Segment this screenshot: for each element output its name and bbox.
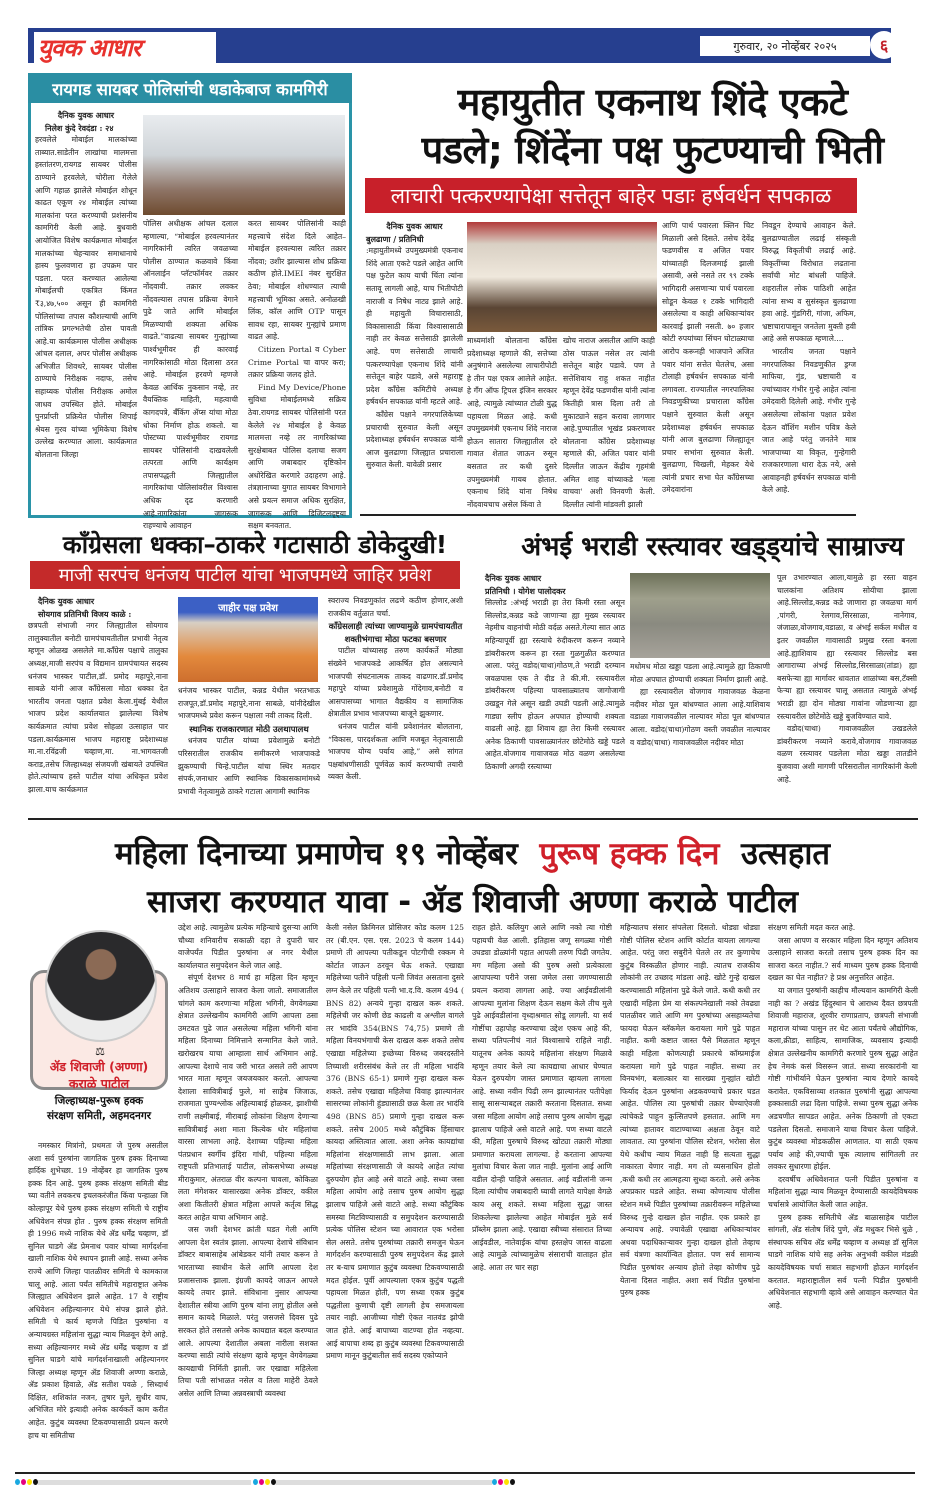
congress-col-1 bbox=[28, 595, 168, 815]
raigad-text-3: करत सायबर पोलिसांनी काही महत्त्वाचे संदेश दिले आहेत– मोबाईल हरवल्यास त्वरित तक्रार नोंदवा; उशीर झाल्यास शोध प्रक्रिया कठीण होते.IMEI नंबर सुरक्षित ठेवा; मोबाईल शोधण्यात त्याची महत्त्वाची भूमिका असते. अनोळखी लिंक, कॉल आणि OTP पासून सावध रहा, सायबर गुन्ह्यांचे प्रमाण वाढत आहे. bbox=[248, 219, 346, 342]
raigad-source: दैनिक युवक आधार bbox=[57, 110, 115, 120]
mens-day-text-2c: जस जशी देशभर क्रांती घडत गेली आणि आपला देश स्वतंत्र झाला. आपल्या देशाचे संविधान डॉक्टर बाबासाहेब आंबेडकर यांनी तयार करून ते भारताच्या स्वाधीन केले आणि आपला देश प्रजासत्ताक झाला. इंग्रजी कायदे जाऊन आपले कायदे तयार झाले. संविधाना नुसार आपल्या देशातील स्त्रीया आणि पुरुष यांना लागु होतील असे समान कायदे मिळाले. परंतु जसजसे दिवस पुढे सरकत होते तसतसे अनेक कायद्यात बदल करण्यात आले. आपल्या देशातील अबला नारीला सशक्त करण्या साठी त्यांचे संरक्षण व्हावे म्हणून वेगवेगळ्या कायद्याची निर्मिती झाली. जर एखाद्या महिलेला तिचा पती सांभाळत नसेल व तिला माहेरी ठेवले असेल आणि तिच्या अन्नवस्त्राची व्यवस्था bbox=[178, 1225, 318, 1398]
shinde-text-4: आणि पार्थ पवारला क्लिन चिट मिळाली असे दिसते. तसेच देवेंद्र फडणवीस व अजित पवार यांच्यातही दिलजमाई झाली असावी, असे नसते तर ९९ टक्के भागिदारी असणाऱ्या पार्थ पवारला सोडून केवळ १ टक्के भागिदारी असलेल्या व काही अधिकाऱ्यांवर कारवाई झाली नसती. ७० हजार कोटी रुपयांच्या सिंचन घोटाळ्याचा आरोप करूनही भाजपाने अजित पवार यांना सत्तेत घेतलेच, असा टोलाही हर्षवर्धन सपकाळ यांनी लगावला. राज्यातील नगरपालिका निवडणुकीच्या प्रचाराला काँग्रेस पक्षाने सुरुवात केली असून प्रदेशाध्यक्ष हर्षवर्धन सपकाळ यांनी आज बुलढाणा जिल्ह्यातून प्रचार सभांना सुरुवात केली. बुलढाणा, चिखली, मेहकर येथे त्यांनी प्रचार सभा घेत काँग्रेसच्या उमेदवारांना bbox=[662, 221, 754, 495]
congress-subhead-2: काँग्रेसलाही त्यांच्या जाण्यामुळे ग्रामपंचायतीत शक्तीभंगाचा मोठा फटका बसणार bbox=[328, 621, 463, 644]
mens-day-text-2: उद्देश आहे. त्यामुळेच प्रत्येक महिन्याचे दुसऱ्या आणि चौथ्या शनिवारीच सकाळी दहा ते दुपारी चार वाजेपर्यंत पिडीत पुरुषांना अ नगर येथील कार्यालयात समुपदेशन केले जात आहे. bbox=[178, 923, 318, 970]
raigad-text-3b: Citizen Portal व Cyber Crime Portal चा वापर करा; तक्रार प्रक्रिया जलद होते. bbox=[248, 344, 346, 380]
shinde-text-1: :महायुतीमध्ये उपमुख्यमंत्री एकनाथ शिंदे आता एकटे पडले आहेत आणि पक्ष फुटेल काय याची चिंता त्यांना सतावू लागली आहे, याच भितीपोटी नाराजी व निषेध नाट्य झाले आहे. ही महायुती विचारासाठी, विकासासाठी किंवा विश्वासासाठी नाही तर केवळ सत्तेसाठी झालेली आहे. पण सत्तेसाठी लाचारी पत्करण्यापेक्षा एकनाथ शिंदे यांनी सत्तेतून बाहेर पडावे, असे महाराष्ट्र प्रदेश काँग्रेस कमिटीचे अध्यक्ष हर्षवर्धन सपकाळ यांनी म्हटले आहे. bbox=[366, 246, 463, 407]
shinde-source: दैनिक युवक आधार bbox=[386, 221, 443, 231]
road-source: दैनिक युवक आधार bbox=[485, 573, 542, 583]
congress-col-3 bbox=[328, 595, 463, 815]
road-text-3: पूल उभारण्यात आला,यामुळे हा रस्ता वाहन चालकांना अतिशय सोयीचा झाला आहे.सिल्लोड,कन्नड कडे जाणारा हा जवळचा मार्ग ,पांगरी, रेलगाव,सिरसाळा, नानेगाव, जंजाळा,वोजगाव,वडाळा, व अंभई सर्कल मधील व इतर जवळील गावासाठी प्रमुख रस्ता बनला आहे.ह्याशिवाय ह्या रस्त्यावर सिल्लोड बस आगाराच्या अंभई सिल्लोड,सिरसाळा(तांडा) ह्या बसफेऱ्या ह्या मार्गावर धावतात शाळांच्या बस,टॅक्सी फेऱ्या ह्या रस्त्यावर चालू असतात त्यामुळे अंभई भराडी ह्या दोन मोठ्या गावांना जोडणाऱ्या ह्या रस्त्यावरील छोटेमोठे खड्डे बुजविण्यात यावे. bbox=[777, 573, 917, 721]
raigad-col-1 bbox=[35, 109, 137, 509]
congress-byline: सोयगाव प्रतिनिधी विजय काळे : bbox=[38, 608, 132, 619]
raigad-col-2 bbox=[143, 218, 238, 531]
road-headline: अंभई भराडी रस्त्यावर खड्ड्यांचे साम्राज्य bbox=[521, 532, 904, 562]
shinde-headline-line-2: पडले; शिंदेंना पक्ष फुटण्याची भिती bbox=[421, 128, 884, 172]
mens-day-col-3 bbox=[326, 922, 464, 1470]
mens-day-text-6b: जसा आपण व सरकार महिला दिन म्हणून अतिशय उत्साहाने साजरा करतो तसाच पुरुष हक्क दिन का साजरा करत नाहीत.? सर्व माध्यम पुरुष हक्क दिनाची दखल का घेत नाहीत? हे प्रश्न अनुत्तरित आहेत. bbox=[768, 935, 918, 983]
road-text-1: सिल्लोड :अंभई भराडी हा तेरा किमी रस्ता असून सिल्लोड,कन्नड कडे जाणाऱ्या ह्या मुख्य रस्त्यावर नेहमीच वाहनांची मोठी वर्दळ असते.गेल्या सात आठ महिन्यापूर्वी ह्या रस्त्याचे रुंदीकरण करून नव्याने डांबरीकरण करून हा रस्ता गुळगुळीत करण्यात आला. परंतु वडोद(चाथा)गोठण,ते भराडी दरम्यान जवळपास एक ते दीड ते की.मी. रस्त्यावरील डांबरीकरण पहिल्या पावसाळ्यातच जागोजागी उखडून गेले असून खडी उघडी पडली आहे.त्यामुळे गाड्या स्लीप होऊन अपघात होण्याची शक्यता वाढली आहे. ह्या शिवाय ह्या तेरा किमी रस्त्यावर अनेक ठिकाणी पावसाळ्यानंतर छोटेमोठे खड्डे पडले आहेत.वोजगाव गावाजवळ मोठ वळण असलेल्या ठिकाणी अगदी रस्त्याच्या bbox=[485, 598, 625, 771]
mens-day-col-1 bbox=[28, 1140, 168, 1470]
registration-marks-right bbox=[492, 1479, 516, 1485]
congress-joining-photo bbox=[178, 597, 318, 682]
shinde-col-2 bbox=[467, 335, 557, 512]
mens-day-col-4 bbox=[472, 922, 612, 1470]
road-text-3b: वडोद(चाथा) गावाजवळील उखडलेले डांबरीकरण नव्याने करावे,वोजगाव गावाजवळ वळण रस्त्यावर पडलेला मोठा खड्डा तातडीने बुजवावा अशी मागणी परिसरातील नागरिकांनी केली आहे. bbox=[777, 724, 917, 784]
mens-day-headline-line-1 bbox=[0, 830, 945, 878]
shinde-subheadline: लाचारी पत्करण्यापेक्षा सत्तेतून बाहेर पडाः हर्षवर्धन सपकाळ bbox=[365, 178, 857, 213]
mens-day-col-6 bbox=[768, 922, 918, 1470]
shinde-text-1b: काँग्रेस पक्षाने नगरपालिकेच्या प्रचाराची सुरुवात केली असून प्रदेशाध्यक्ष हर्षवर्धन सपकाळ यांनी आज बुलढाणा जिल्ह्यात प्रचाराला सुरुवात केली. यावेळी प्रसार bbox=[366, 409, 463, 470]
congress-headline: काँग्रेसला धक्का–ठाकरे गटासाठी डोकेदुखी! bbox=[62, 530, 448, 559]
shinde-text-5: निवडून देण्याचे आवाहन केले. बुलढाण्यातील लढाई संस्कृती विरुद्ध विकृतीची लढाई आहे. विकृतींच्या विरोधात लढताना सर्वांची मोट बांधली पाहिजे. शहरातील लोक पाठिशी आहेत त्यांना सभ्य व सुसंस्कृत बुलढाणा हवा आहे. गुंडगिरी, गांजा, अफिम, भ्रष्टाचारापासून जनतेला मुक्ती हवी आहे असे सपकाळ म्हणाले.... bbox=[762, 221, 856, 344]
road-byline: प्रतिनिधी । योगेश पालोदकर bbox=[485, 585, 566, 596]
gavel-icon: ⚖ bbox=[95, 1044, 105, 1058]
congress-subhead-1: स्थानिक राजकारणात मोठी उलथापालथ bbox=[189, 723, 309, 734]
road-col-1 bbox=[485, 572, 625, 815]
print-bar-left bbox=[38, 1480, 251, 1485]
footer-rule bbox=[15, 1472, 915, 1474]
mens-day-headline-line-2: साजरा करण्यात यावा - ॲड शिवाजी अण्णा कराळे पाटील bbox=[147, 884, 798, 920]
mens-day-text-4: राहत होते. कलियुग आले आणि नको त्या गोष्टी पहायची वेळ आली. इतिहास जणू सगळ्या गोष्टी उघड्या डोळ्यांनी पहात आपली तरुण पिढी जगतेय. मग महिला असो की पुरुष असो प्रत्येकाला आपापल्या परीने जसा जमेल तसा जगण्यासाठी प्रयत्न करावा लागला आहे. ज्या आईवडीलांनी आपल्या मुलांना शिक्षण देऊन सक्षम केले तीच मुले पुढे आईवडीलांना वृध्दाश्रमात सोडू लागली. या सर्व गोष्टींचा उहापोह करण्याचा उद्देश एकच आहे की, सध्या पतिपत्नीचं नातं विश्वासाचे राहिले नाही. यातूनच अनेक कायदे महिलांना संरक्षण मिळावे म्हणून तयार केले त्या कायद्याचा आधार घेण्यात येऊन दुरुपयोग जास्त प्रमाणात व्हायला लागला आहे. सध्या नवीन पिढी लग्न झाल्यानंतर पतीपेक्षा सासू सासऱ्याबद्दल तक्रारी करताना दिसतात. सध्या जसा महिला आयोग आहे तसाच पुरुष आयोग सुद्धा झालाच पाहिजे असे वाटले आहे. पण सध्या वाटले की, महिला पुरुषाचे विरुध्द खोट्या तक्रारी मोठ्या प्रमाणात करायला लागल्या. हे करताना आपल्या मुलांचा विचार केला जात नाही. मुलांना आई आणि वडील दोन्ही पाहिजे असतात. आई वडीलांनी जन्म दिला त्यांचीच जबाबदारी घ्यावी लागते यापेक्षा वेगळे काय असू शकते. सध्या महिला सुद्धा जास्त शिकलेल्या झालेल्या आहेत मोबाईल मुळे सर्व प्रॉब्लेम झाला आहे. एखाद्या स्त्रीच्या संसारात तिच्या आईवडील, नातेवाईक यांचा हस्तक्षेप जास्त वाढला आहे त्यामुळे त्यांच्यामुळेच संसाराची वाताहत होत आहे. आता तर चार सहा bbox=[472, 923, 612, 1273]
mens-day-text-6e: पुरुष हक्क समितीचे ॲड बाळासाहेब पाटील सांगली, ॲड संतोष शिंदे पुणे, ॲड मधुकर भिसे धुळे , संस्थापक सचिव ॲड धर्मेंद्र चव्हाण व अध्यक्ष डॉ सुनिल घाडगे नाशिक यांचे सह अनेक अनुभवी वकील मंडळी कायदेविषयक चर्चा सत्रात सहभागी होऊन मार्गदर्शन करतात. महाराष्ट्रातील सर्व पत्नी पिडीत पुरुषांनी अधिवेशनात सहभागी व्हावे असे आवाहन करण्यात येत आहे. bbox=[768, 1212, 918, 1310]
shinde-col-1 bbox=[366, 220, 463, 512]
section-divider-2 bbox=[28, 818, 918, 820]
headline-part-2: उत्सहात bbox=[741, 836, 831, 872]
road-text-2b: ह्या रस्त्यावरील वोजगाव गावाजवळ केळना नदीवर मोठा पूल बांधण्यात आला आहे.याशिवाय वडाळा गावाजवळील नाल्यावर मोठा पूल बांधण्यात आला. वडोद(चाथा)गोठण वस्ती जवळील नाल्यावर व वडोद(चाथा) गावाजवळील नदीवर मोठा bbox=[630, 687, 770, 747]
author-role-line-1: जिल्हाध्यक्ष-पुरूष हक्क bbox=[54, 1095, 144, 1107]
shinde-text-2: माध्यमांशी बोलताना काँग्रेस प्रदेशाध्यक्ष म्हणाले की, सत्तेच्या अनुषंगाने असलेल्या लाचारीपोटी हे तीन पक्ष एकत्र आलेले आहेत. हे गँग ऑफ ट्रिपल इंजिन सरकार आहे, त्यामुळे त्यांच्यात टोळी युद्ध पहायला मिळत आहे. कधी उपमुख्यमंत्री एकनाथ शिंदे नाराज होऊन सातारा जिल्ह्यातील दरे गावात शेतात जाऊन रुसून बसतात तर कधी दुसरे उपमुख्यमंत्री गायब होतात. एकनाथ शिंदे यांना निषेध नोंदवायचाच असेल किंवा ते bbox=[467, 336, 557, 509]
road-col-3 bbox=[777, 572, 917, 815]
shinde-rally-photo bbox=[467, 222, 657, 332]
author-role-line-2: संरक्षण समिती, अहमदनगर bbox=[46, 1110, 152, 1122]
shinde-col-4 bbox=[662, 220, 754, 512]
photo-banner-text: जाहीर पक्ष प्रवेश bbox=[218, 603, 278, 614]
shinde-byline: बुलढाणा / प्रतिनिधी bbox=[366, 233, 424, 244]
congress-text-1: छत्रपती संभाजी नगर जिल्ह्यातील सोयगाव तालुक्यातील बनोटी ग्रामपंचायतीतील प्रभावी नेतृत्व म्हणून ओळख असलेले मा.काँग्रेस पक्षाचे तालुका अध्यक्ष,माजी सरपंच व विद्यमान ग्रामपंचायत सदस्य धनंजय भास्कर पाटील,डॉ. प्रमोद महापुरे,नाना साबळे यांनी आज काँग्रेसला मोठा धक्का देत भारतीय जनता पक्षात प्रवेश केला.मुंबई येथील भाजप प्रदेश कार्यालयात झालेल्या विशेष कार्यक्रमात त्यांचा प्रवेश सोहळा उत्साहात पार पडला.कार्यक्रमास भाजप महाराष्ट्र प्रदेशाध्यक्ष मा.ना.रविंद्रजी चव्हाण,मा. ना.भागवतजी कराड,तसेच जिल्हाध्यक्ष संजयजी खंबायते उपस्थित होते.त्यांच्याच हस्ते पाटील यांचा अधिकृत प्रवेश झाला.याच कार्यक्रमात bbox=[28, 621, 168, 794]
author-role bbox=[30, 1094, 168, 1124]
mens-day-text-6: संरक्षण समिती मदत करत आहे. bbox=[768, 923, 856, 932]
shinde-text-3: खोच नाराज असतील आणि काही ठोस पाऊल नसेल तर त्यांनी सत्तेतून बाहेर पडावे. पण ते सत्तेशिवाय राहू शकत नाहीत म्हणून देवेंद्र फडणवीस यांनी त्यांना कितीही त्रास दिला तरी तो मुकाट्याने सहन करावा लागणार आहे.पुण्यातील भूखंड प्रकरणावर बोलताना काँग्रेस प्रदेशाध्यक्ष म्हणाले की, अजित पवार यांनी दिल्लीत जाऊन केंद्रीय गृहमंत्री अमित शाह यांच्याकडे 'मला वाचवा' अशी विनवणी केली. दिल्लीत त्यांनी मांडवली झाली bbox=[563, 336, 656, 509]
author-name-line-2: कराळे पाटील bbox=[68, 1076, 130, 1091]
shinde-col-3 bbox=[563, 335, 655, 512]
print-bar-right bbox=[276, 1480, 492, 1485]
raigad-headline: रायगड सायबर पोलिसांची धडाकेबाज कामगिरी bbox=[28, 73, 352, 103]
mens-day-headline bbox=[0, 830, 945, 926]
congress-source: दैनिक युवक आधार bbox=[38, 596, 95, 606]
author-name-line-1: ॲड शिवाजी (अण्णा) bbox=[49, 1059, 149, 1074]
congress-subheadline: माजी सरपंच धनंजय पाटील यांचा भाजपमध्ये जाहिर प्रवेश bbox=[30, 561, 460, 589]
shinde-headline bbox=[360, 78, 945, 174]
congress-text-2: धनंजय भास्कर पाटील, कन्नड येथील भरतभाऊ राजपूत,डॉ.प्रमोद महापुरे,नाना साबळे, यांनीदेखील भाजपमध्ये प्रवेश करून पक्षाला नवी ताकद दिली. bbox=[178, 686, 320, 721]
road-col-2 bbox=[630, 661, 770, 815]
section-divider bbox=[360, 514, 856, 516]
congress-text-3b: पाटील यांच्यासह तरुण कार्यकर्ते मोठ्या संख्येने भाजपकडे आकर्षित होत असल्याने भाजपची संघटनात्मक ताकद वाढणार.डॉ.प्रमोद महापुरे यांच्या प्रवेशामुळे गोंदेगाव,बनोटी व आसपासच्या भागात वैद्यकीय व सामाजिक क्षेत्रातील प्रभाव भाजपच्या बाजूने झुकणार. bbox=[328, 646, 463, 719]
raigad-byline: निलेश कुंदे रेवदंडा : २४ bbox=[45, 122, 114, 133]
issue-date: गुरुवार, २० नोव्हेंबर २०२५ bbox=[700, 36, 870, 56]
headline-highlight: पुरूष हक्क दिन bbox=[539, 836, 720, 872]
raigad-police-group-photo bbox=[143, 115, 345, 215]
logo-text: युवक आधार bbox=[38, 34, 141, 62]
congress-text-3: स्वराज्य निवडणुकांत लढणे कठीण होणार,अशी राजकीय वर्तुळात चर्चा. bbox=[328, 596, 463, 618]
mens-day-text-2b: संपूर्ण देशभर 8 मार्च हा महिला दिन म्हणून अतिशय उत्साहाने साजरा केला जातो. समाजातील चांगले काम करणाऱ्या महिला भगिनी, वेगवेगळ्या क्षेत्रात उल्लेखनीय कामगिरी आणि आपला ठसा उमटवत पुढे जात असलेल्या महिला भगिनी यांना महिला दिनाच्या निमित्ताने सन्मानित केले जाते. खरोखरच याचा आम्हाला सार्थ अभिमान आहे. आपल्या देशाचे नाव जरी भारत असले तरी आपण भारत माता म्हणून जयजयकार करतो. आपल्या देशाला सावित्रीबाई फुले, मां साहेब जिजाऊ, राजमाता पुण्यश्लोक अहिल्याबाई होळकर, झाशीची राणी लक्ष्मीबाई, मीराबाई लोकांना शिक्षण देणाऱ्या सावित्रीबाई अशा माता कित्येक थोर महिलांचा वारसा लाभला आहे. देशाच्या पहिल्या महिला पंतप्रधान स्वर्गीय इंदिरा गांधी, पहिल्या महिला राष्ट्रपती प्रतिभाताई पाटील, लोकसभेच्या अध्यक्ष मीराकुमार, अंतराळ वीर कल्पना चावला, कोकिळा लता मंगेशकर यासारख्या अनेक डॉक्टर, वकील अशा कितीतरी क्षेत्रात महिला आपले कर्तृत्व सिद्ध करत आहेत याचा अभिमान आहे. bbox=[178, 973, 318, 1222]
author-name bbox=[30, 1058, 168, 1092]
mens-day-text-3: केली नसेल क्रिमिनल प्रोसिजर कोड कलम 125 तर (बी.एन. एस. एस. 2023 चे कलम 144) प्रमाणे ती आपल्या पतीकडून पोटगीची रक्कम मे कोर्टात जाऊन ठरवून घेऊ शकते. एखाद्या महिलेच्या पतीने पहिली पत्नी जिवंत असताना दुसरे लग्न केले तर पहिली पत्नी भा.द.वि. कलम 494 ( BNS 82) अन्वये गुन्हा दाखल करू शकते. महिलेची जर कोणी छेड काढली व अश्लील वागले तर भादंवि 354(BNS 74,75) प्रमाणे ती महिला विनयभंगाची केस दाखल करू शकते तसेच एखाद्या महिलेच्या इच्छेच्या विरुध्द जबरदस्तीने तिच्याशी शरीरसंबंध केले तर ती महिला भादंवि 376 (BNS 65-1) प्रमाणे गुन्हा दाखल करू शकते. तसेच एखाद्या महिलेचा विवाह झाल्यानंतर सासरच्या लोकांनी हुंड्यासाठी छळ केला तर भादंवि 498 (BNS 85) प्रमाणे गुन्हा दाखल करू शकते. तसेच 2005 मध्ये कौटुंबिक हिंसाचार कायदा अस्तित्वात आला. अशा अनेक कायद्यांचा महिलांना संरक्षणासाठी लाभ झाला. आता महिलांच्या संरक्षणासाठी जे कायदे आहेत त्यांचा दुरुपयोग होत आहे असे वाटते आहे. सध्या जसा महिला आयोग आहे तसाच पुरुष आयोग सुद्धा झालाच पाहिजे असे वाटते आहे. सध्या कौटुंबिक समस्या मिटविण्यासाठी व समुपदेशन करण्यासाठी प्रत्येक पोलिस स्टेशन च्या आवारात एक भरोसा सेल असते. तसेच पुरुषांच्या तक्रारी समजुन घेऊन मार्गदर्शन करण्यासाठी पुरुष समुपदेशन केंद्र झाले तर ब-याच प्रमाणात कुटुंब व्यवस्था टिकवण्यासाठी मदत होईल. पूर्वी आपल्याला एकत्र कुटुंब पद्धती पहायला मिळत होती, पण सध्या एकत्र कुटुंब पद्धतीला कुणाची दृष्टी लागली हेच समजायला तयार नाही. आजीच्या गोष्टी ऐकत नातवंड झोपी जात होते. आई बापाच्या वाटण्या होत नव्हत्या. आई बापाचा शब्द हा कुटुंब व्यवस्था टिकवण्यासाठी प्रमाण मानून कुटुंबातील सर्व सदस्य एकोप्याने bbox=[326, 923, 464, 1361]
shinde-col-5 bbox=[762, 220, 856, 512]
shinde-text-5b: भारतीय जनता पक्षाने नगरपालिका निवडणुकीत ड्रग्ज माफिया, गुंड, भ्रष्टाचारी व ज्यांच्यावर गंभीर गुन्हे आहेत त्यांना उमेदवारी दिलेली आहे. गंभीर गुन्हे असलेल्या लोकांना पक्षात प्रवेश देऊन वॉशिंग मशीन पवित्र केले जात आहे परंतु जनतेने मात्र भाजपाच्या या विकृत, गुन्हेगारी राजकारणाला थारा देऊ नये, असे आवाहनही हर्षवर्धन सपकाळ यांनी केले आहे. bbox=[762, 346, 856, 495]
author-avatar bbox=[45, 930, 157, 1042]
registration-marks-left bbox=[15, 1479, 39, 1485]
mens-day-col-5 bbox=[620, 922, 760, 1470]
shinde-headline-line-1: महायुतीत एकनाथ शिंदे एकटे bbox=[457, 80, 848, 124]
road-text-2: मधोमध मोठा खड्डा पडला आहे.त्यामुळे ह्या ठिकाणी मोठा अपघात होण्याची शक्यता निर्माण झाली आहे. bbox=[630, 662, 770, 684]
headline-part-1: महिला दिनाच्या प्रमाणेच १९ नोव्हेंबर bbox=[114, 836, 518, 872]
registration-marks-center bbox=[253, 1479, 277, 1485]
raigad-text-2: पोलिस अधीक्षक आंचल दलाल म्हणाल्या, “मोबाईल हरवल्यानंतर नागरिकांनी त्वरित जवळच्या पोलीस ठाण्यात कळवावे किंवा ऑनलाईन प्लॅटफॉर्मवर तक्रार नोंदवावी. तक्रार लवकर नोंदवल्यास तपास प्रक्रिया वेगाने पुढे जाते आणि मोबाईल मिळण्याची शक्यता अधिक वाढते.”वाढत्या सायबर गुन्ह्यांच्या पार्श्वभूमीवर ही कारवाई नागरिकांसाठी मोठा दिलासा ठरत आहे. मोबाईल हरवणे म्हणजे केवळ आर्थिक नुकसान नव्हे, तर वैयक्तिक माहिती, महत्वाची कागदपत्रे, बँकिंग ॲप्स यांचा मोठा धोका निर्माण होऊ शकतो. या पोस्टच्या पार्श्वभूमीवर रायगड सायबर पोलिसांनी दाखवलेली तत्परता आणि कार्यक्षम तपासपद्धती जिल्ह्यातील नागरिकांचा पोलिसांवरील विश्वास अधिक दृढ करणारी आहे.नागरिकांना जागरूक राहण्याचे आवाहन bbox=[143, 219, 238, 531]
mens-day-col-2 bbox=[178, 922, 318, 1470]
congress-text-2b: धनंजय पाटील यांच्या प्रवेशामुळे बनोटी परिसरातील राजकीय समीकरणे भाजपाकडे झुकण्याची चिन्हे.पाटील यांचा स्थिर मतदार संपर्क,जनाधार आणि स्थानिक विकासकामांमध्ये प्रभावी नेतृत्वामुळे ठाकरे गटाला आगामी स्थानिक bbox=[178, 736, 320, 796]
congress-col-2 bbox=[178, 685, 320, 815]
mens-day-text-5: महिन्यातच संसार संपलेला दिसतो. थोड्या थोड्या गोष्टी पोलिस स्टेशन आणि कोर्टात यायला लागल्या आहेत. परंतु जरा सबुरीने घेतले तर तर कुणाचेच कुटुंब विस्कळीत होणार नाही. त्यातच राजकीय लोकांनी तर उच्छाद मांडला आहे. खोटे गुन्हे दाखल करण्यासाठी महिलांना पुढे केले जाते. कधी कधी तर एखादी महिला प्रेम या संकल्पनेखाली नको तेवढ्या पातळीवर जाते आणि मग पुरुषांच्या असहाय्यतेचा फायदा घेऊन ब्लॅकमेल करायला मागे पुढे पाहत नाहीत. कमी कष्टात जास्त पैसे मिळतात म्हणून काही महिला कोणत्याही प्रकारचे कॉम्प्रमाईज करायला मागे पुढे पाहत नाहीत. सध्या तर विनयभंग, बलात्कार या सारख्या गुन्ह्यांत खोटी फिर्याद देऊन पुरुषांना अडकवण्याचे प्रकार घडत आहेत. पोलिस त्या पुरुषांची तक्रार घेण्याऐवजी त्यांचेकडे पाहून कुत्सितपणे हसतात. आणि मग त्यांच्या हातावर वाटाण्याच्या अक्षता ठेवून वाटे लावतात. त्या पुरुषांना पोलिस स्टेशन, भरोसा सेल येथे कधीच न्याय मिळत नाही हि सत्यता सुद्धा नाकारता येणार नाही. मग तो व्यसनाधिन होतो ,कधी कधी तर आत्महत्या सुध्दा करतो. असे अनेक अपप्रकार घडले आहेत. सध्या कोणत्याच पोलीस स्टेशन मध्ये पिडीत पुरुषांच्या तक्रारीवरून महिलेच्या विरुध्द गुन्हे दाखल होत नाहीत. एक प्रकारे हा अन्यायच आहे. ज्यावेळी एखाद्या अधिकाऱ्यांवर अथवा पदाधिकाऱ्यावर गुन्हा दाखल होतो तेव्हाच सर्व यंत्रणा कार्यान्वित होतात. पण सर्व सामान्य पिडीत पुरुषांवर अन्याय होतो तेव्हा कोणीच पुढे येताना दिसत नाहीत. अशा सर्व पिडीत पुरुषांना पुरुष हक्क bbox=[620, 923, 760, 1298]
congress-text-3c: धनंजय पाटील यांनी प्रवेशानंतर बोलताना, “विकास, पारदर्शकता आणि मजबूत नेतृत्वासाठी भाजपच योग्य पर्याय आहे,” असे सांगत पक्षबांधणीसाठी पूर्णवेळ कार्य करण्याची तयारी व्यक्त केली. bbox=[328, 721, 463, 782]
mens-day-text-6c: या जगात पुरुषांनी काहीच मौल्यवान कामगिरी केली नाही का ? अखंड हिंदुस्थान चे आराध्य दैवत छत्रपती शिवाजी महाराज, शूरवीर राणाप्रताप, छत्रपती संभाजी महाराज यांच्या पासुन तर थेट आता पर्यंतचे औद्योगिक, कला,क्रीडा, साहित्य, सामाजिक, व्यवसाय इत्यादी क्षेत्रात उल्लेखनीय कामगिरी करणारे पुरुष सुद्धा आहेत हेच नेमकं कसं विसरून जातं. सध्या सरकारांनी या गोष्टी गांभीर्याने घेऊन पुरुषांना न्याय देणारे कायदे करावेत. एकविसाव्या शतकात पुरुषांनी सुद्धा आपल्या हक्कासाठी लढा दिला पाहिजे. सध्या पुरुष सुद्धा अनेक अडचणीत सापडत आहेत. अनेक ठिकाणी तो एकटा पडलेला दिसतो. समाजाने याचा विचार केला पाहिजे. कुटुंब व्यवस्था मोडकळीस आणतात. या साठी एकच पर्याय आहे की,ज्याची चूक त्यालाच सांगितली तर लवकर सुधारणा होईल. bbox=[768, 985, 918, 1172]
raigad-col-3 bbox=[248, 218, 346, 531]
mens-day-text-1: नमस्कार मित्रांनो, प्रथमतः जे पुरुष असतील अशा सर्व पुरुषांना जागतिक पुरुष हक्क दिनाच्या हार्दिक शुभेच्छा. 19 नोव्हेंबर हा जागतिक पुरुष हक्क दिन आहे. पुरुष हक्क संरक्षण समिती बीड च्या वतीने लवकरच इचलकरंजीत किंवा पन्हाळा जि कोल्हापूर येथे पुरुष हक्क संरक्षण समिती चे राष्ट्रीय अधिवेशन संपन्न होत . पुरुष हक्क संरक्षण समिती ही 1996 मध्ये नाशिक येथे ॲड धर्मेंद्र चव्हाण, डॉ सुनिल घाडगे ॲड प्रेमनाथ पवार यांच्या मार्गदर्शना खाली नाशिक येथे स्थापन झाली आहे. सध्या अनेक राज्ये आणि जिल्हा पातळीवर समिती चे कामकाज चालू आहे. आता पर्यंत समितीचे महाराष्ट्रात अनेक जिल्ह्यात अधिवेशन झाले आहेत. 17 वे राष्ट्रीय अधिवेशन अहिल्यानगर येथे संपन्न झाले होते. समिती चे कार्य म्हणजे पिडित पुरुषांना व अन्यायग्रस्त महिलांना सुद्धा न्याय मिळवून देणे आहे. सध्या अहिल्यानगर मध्ये ॲड धर्मेंद्र चव्हाण व डॉ सुनिल घाडगे यांचे मार्गदर्शनाखाली अहिल्यानगर जिल्हा अध्यक्ष म्हणून ॲड शिवाजी अण्णा कराळे, ॲड प्रकाश हिवाळे, ॲड सतीश पवळे , सिध्दार्थ दिक्षित, शशिकांत नजन, तुषार घुले, सुधीर वाघ, अभिजित मोरे इत्यादी अनेक कार्यकर्ते काम करीत आहेत. कुटुंब व्यवस्था टिकवण्यासाठी प्रयत्न करणे हाच या समितीचा bbox=[28, 1141, 168, 1440]
potholed-road-photo bbox=[630, 573, 770, 658]
page-number: ६ bbox=[870, 31, 898, 59]
mens-day-text-6d: दरवर्षीच अधिवेशनात पत्नी पिडीत पुरुषांना व महिलांना सुद्धा न्याय मिळवून देण्यासाठी कायदेविषयक चर्चासत्रे आयोजित केली जात आहेत. bbox=[768, 1174, 918, 1210]
raigad-text-3c: Find My Device/Phone सुविधा मोबाईलमध्ये सक्रिय ठेवा.रायगड सायबर पोलिसांनी परत केलेले २४ मोबाईल हे केवळ मालमत्ता नव्हे तर नागरिकांच्या सुरक्षेबाबत पोलिस दलाचा सजग आणि जबाबदार दृष्टिकोन अधोरेखित करणारे उदाहरण आहे. तंत्रज्ञानाच्या युगात सायबर विभागाने असे प्रयत्न समाज अधिक सुरक्षित, जागरूक आणि डिजिटलदृष्ट्या सक्षम बनवतात. bbox=[248, 382, 346, 531]
raigad-text-1: हरवलेले मोबाईल मालकांच्या ताब्यात.साडेतीन लाखांचा मालमत्ता हस्तांतरण,रायगड सायबर पोलीस ठाण्याने हरवलेले, चोरीला गेलेले आणि गहाळ झालेले मोबाईल शोधून काढत एकूण २४ मोबाईल त्यांच्या मालकांना परत करण्याची प्रशंसनीय कामगिरी केली आहे. बुधवारी आयोजित विशेष कार्यक्रमात मोबाईल मालकांच्या चेहऱ्यावर समाधानाचे हास्य फुलवणारा हा उपक्रम पार पडला. परत करण्यात आलेल्या मोबाईलची एकत्रित किंमत ₹३,४७,५०० असून ही कामगिरी पोलिसांच्या तपास कौशल्याची आणि तांत्रिक प्रगल्भतेची ठोस पावती आहे.या कार्यक्रमास पोलीस अधीक्षक आंचल दलाल, अपर पोलीस अधीक्षक अभिजीत शिवथरे, सायबर पोलीस ठाण्याचे निरीक्षक नदाफ, तसेच सहाय्यक पोलीस निरीक्षक अमोल जाधव उपस्थित होते. मोबाईल पुनर्प्राप्ती प्रक्रियेत पोलीस शिपाई श्रेयस गुरव यांच्या भूमिकेचा विशेष उल्लेख करण्यात आला. कार्यक्रमात बोलताना जिल्हा bbox=[35, 135, 137, 460]
newspaper-logo bbox=[34, 32, 216, 63]
